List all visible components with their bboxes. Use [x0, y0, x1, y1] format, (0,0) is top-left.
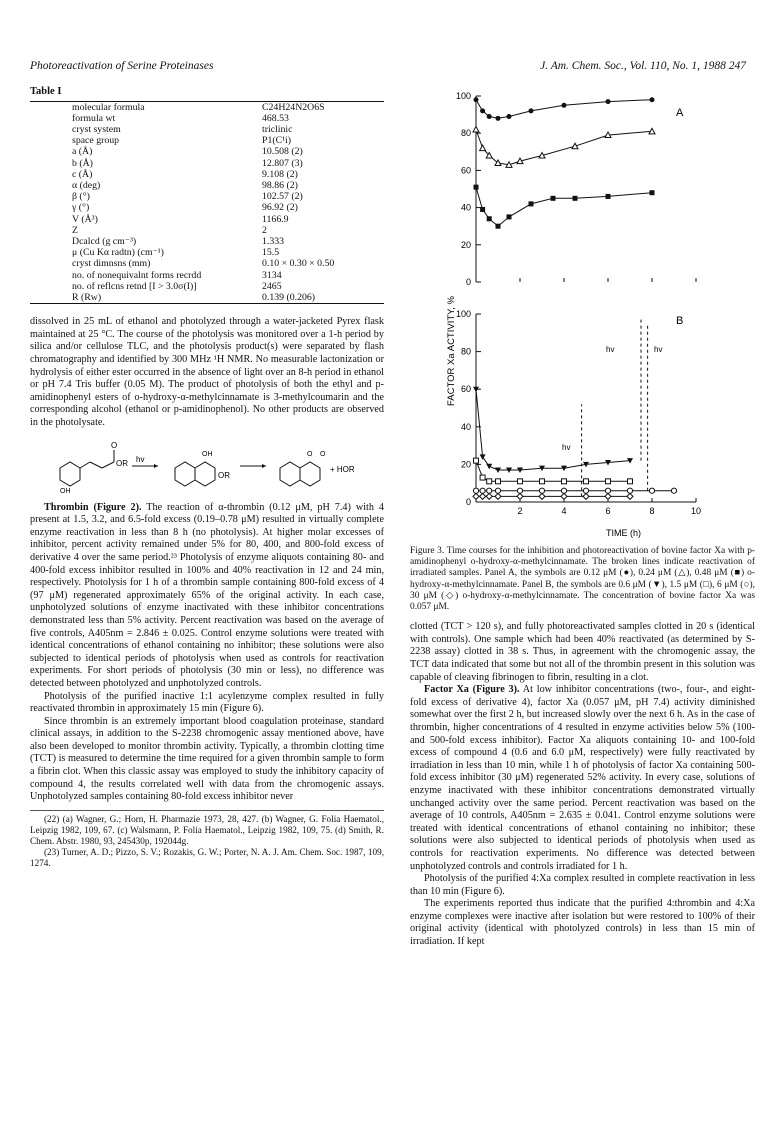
data-point: [507, 114, 512, 119]
table-cell-value: 3134: [262, 269, 282, 281]
data-point: [551, 196, 556, 201]
paragraph-factor-xa: [410, 684, 755, 873]
table-cell-label: Dcalcd (g cm⁻³): [72, 236, 137, 248]
y-axis-label: FACTOR Xa ACTIVITY, %: [446, 296, 457, 406]
table-cell-label: β (°): [72, 191, 90, 203]
factor-xa-heading: Factor Xa (Figure 3).: [424, 684, 520, 696]
data-point: [517, 488, 522, 493]
x-axis-label: TIME (h): [606, 528, 641, 538]
data-point: [495, 488, 500, 493]
table-cell-value: 12.807 (3): [262, 157, 303, 169]
y-tick-label: 60: [460, 384, 471, 395]
data-point: [487, 479, 492, 484]
y-tick-label: 80: [460, 128, 471, 139]
table-cell-value: C24H24N2O6S: [262, 101, 325, 113]
paragraph-clotting: Since thrombin is an extremely important blood coagulation proteinase, standard clinical assays, in addition to the S-2238 chromogenic assay mentioned above, have also been developed to monitor thrombin activity. Typically, a thrombin clotting time (TCT) is measured to determine the time required for a given thrombin sample to form a fibrin clot. When this classic assay was employed to study the inhibitory capacity of compound 4, the results correlated well with data from the chromogenic assays. Unphotolyzed samples containing 80-fold excess inhibitor never: [30, 715, 384, 803]
table-row: [30, 169, 384, 180]
table-cell-value: 9.108 (2): [262, 168, 298, 180]
reaction-scheme-drawing: [30, 438, 384, 496]
data-point: [539, 488, 544, 493]
data-point: [584, 479, 589, 484]
table-cell-value: 15.5: [262, 247, 280, 259]
data-point: [573, 196, 578, 201]
table-row: [30, 247, 384, 258]
y-tick-label: 80: [460, 346, 471, 357]
y-tick-label: 100: [455, 91, 471, 101]
paragraph-complex-reactivation: Photolysis of the purified 4:Xa complex resulted in complete reactivation in less than 10 min (Figure 6).: [410, 873, 755, 897]
data-point: [474, 97, 479, 102]
table-cell-label: no. of reflcns retnd [I > 3.0σ(I)]: [72, 280, 197, 292]
data-point: [473, 493, 479, 499]
data-point: [473, 126, 479, 132]
x-tick-label: 2: [517, 506, 523, 516]
factor-xa-text: At low inhibitor concentrations (two-, four-, and eight-fold excess of derivative 4), factor Xa (0.057 μM, pH 7.4) activity diminished somewhat over the first 2 h, but increased slowly over the next 6 h. As in the case of thrombin, higher concentrations of 4 resulted in enzyme activities below 5% (100- and 500-fold excess inhibitor). Factor Xa aliquots containing 10- and 100-fold excess of compound 4 (0.6 and 6.0 μM, respectively) were fully reactivated by irradiation in less than 10 min, while 1 h of photolysis of factor Xa containing 500-fold excess inhibitor (30 μM) regenerated 52% activity. In every case, solutions of enzyme inactivated with these inhibitor concentrations demonstrated virtually unchanged activity over the same period. Percent reactivation was based on the average of 10 controls, A405nm = 2.635 ± 0.041. Control enzyme solutions were treated with identical concentrations of ethanol containing no inhibitor; these solutions were also subjected to identical periods of photolysis when used as controls for reactivation experiments. No difference was detected between unphotolyzed controls and controls irradiated for 1 h.: [410, 684, 755, 872]
data-point: [517, 493, 523, 499]
hv-label-2: hv: [654, 345, 663, 354]
table-row: [30, 292, 384, 304]
table-row: [30, 202, 384, 213]
x-tick-label: 10: [690, 506, 702, 516]
data-point: [474, 185, 479, 190]
table-cell-label: a (Å): [72, 146, 93, 158]
data-point: [480, 488, 485, 493]
table-cell-label: formula wt: [72, 112, 116, 124]
y-tick-label: 20: [460, 459, 471, 470]
table-cell-value: 1.333: [262, 236, 285, 248]
table-row: [30, 214, 384, 225]
scheme-or-label: OR: [116, 458, 128, 468]
data-point: [495, 493, 501, 499]
footnotes: [30, 810, 384, 869]
table-cell-value: 96.92 (2): [262, 202, 298, 214]
y-tick-label: 20: [460, 239, 471, 250]
y-tick-label: 40: [460, 202, 471, 213]
reference-22: (22) (a) Wagner, G.; Horn, H. Pharmazie 1973, 28, 427. (b) Wagner, G. Folia Haematol., Leipzig 1982, 109, 67. (c) Walsmann, P. Folia Haematol., Leipzig 1982, 109, 75. (d) Smith, R. Chem. Abstr. 1980, 93, 245430p, 192044g.: [30, 813, 384, 846]
series-line: [476, 130, 652, 165]
table-row: [30, 180, 384, 191]
paragraph-acylenzyme: Photolysis of the purified inactive 1:1 acylenzyme complex resulted in fully reactivated thrombin in approximately 15 min (Figure 6).: [30, 690, 384, 715]
table-cell-value: 0.10 × 0.30 × 0.50: [262, 258, 335, 270]
table-row: [30, 101, 384, 113]
series-line: [476, 389, 630, 470]
data-point: [606, 194, 611, 199]
data-point: [540, 479, 545, 484]
table-cell-value: 10.508 (2): [262, 146, 303, 158]
data-point: [480, 493, 486, 499]
table-cell-label: c (Å): [72, 168, 93, 180]
svg-text:O: O: [320, 450, 326, 458]
data-point: [561, 493, 567, 499]
table-row: [30, 158, 384, 169]
data-point: [649, 488, 654, 493]
reference-23: (23) Turner, A. D.; Pizzo, S. V.; Rozakis, G. W.; Porter, N. A. J. Am. Chem. Soc. 1987, 109, 1274.: [30, 846, 384, 868]
data-point: [671, 488, 676, 493]
table-cell-value: 0.139 (0.206): [262, 292, 316, 304]
table-row: [30, 270, 384, 281]
svg-text:OH: OH: [202, 450, 213, 458]
data-point: [487, 488, 492, 493]
table-cell-value: 2465: [262, 280, 282, 292]
y-tick-label: 100: [455, 309, 471, 319]
scheme-hv-label: hv: [136, 454, 145, 464]
paragraph-clot-results: clotted (TCT > 120 s), and fully photoreactivated samples clotted in 20 s (identical with controls). One sample which had been 40% reactivated (as determined by S-2238 assay) clotted in 38 s. Thus, in agreement with the chromogenic assay, the TCT data indicated that some but not all of the thrombin present in this solution was capable of cleaving fibrinogen to fibrin, resulting in a clot.: [410, 621, 755, 683]
table-cell-value: 98.86 (2): [262, 180, 298, 192]
table-cell-label: α (deg): [72, 180, 101, 192]
left-column: [30, 86, 384, 869]
data-point: [474, 458, 479, 463]
data-point: [496, 116, 501, 121]
table-cell-value: P1(C¹i): [262, 135, 292, 147]
data-point: [487, 216, 492, 221]
data-point: [650, 97, 655, 102]
hv-label-1: hv: [606, 345, 615, 354]
table-cell-value: 1166.9: [262, 213, 289, 225]
y-tick-label: 40: [460, 421, 471, 432]
scheme-or2-label: OR: [218, 470, 230, 480]
figure-3: [410, 86, 755, 546]
panel-a-label: A: [676, 107, 684, 119]
right-column: [410, 86, 755, 949]
panel-b-label: B: [676, 315, 684, 327]
data-point: [496, 224, 501, 229]
crystal-data-table: [30, 101, 384, 305]
data-point: [539, 493, 545, 499]
data-point: [605, 488, 610, 493]
thrombin-text: The reaction of α-thrombin (0.12 μM, pH 7.4) with 4 present at 1.5, 3.2, and 6.5-fold excess (0.19–0.78 μM) resulted in virtually complete enzyme reactivation in less than 8 h (no photolysis). At higher molar excesses of inhibitor, percent activity remained under 5% for 80, 400, and 800-fold excess of derivative 4 over the same period.²³ Photolysis of enzyme aliquots containing 80- and 400-fold excess inhibitor resulted in 100% and 40% reactivation in 12 and 24 min, respectively. Photolysis for 1 h of a thrombin sample containing 800-fold excess of 4 (97 μM) regenerated approximately 65% of the original activity. In each case, unphotolyzed solutions of enzyme inactivated with these inhibitor concentrations demonstrated less than 5% activity. Percent reactivation was based on the average of five controls, A405nm = 2.846 ± 0.025. Control enzyme solutions were treated with identical concentrations of ethanol containing no inhibitor; these solutions were also subjected to identical periods of photolysis when used as controls for reactivation experiments. For short periods of photolysis (30 min or less), no difference was detected between photolyzed and unphotolyzed controls.: [30, 501, 384, 689]
factor-xa-chart: [410, 86, 755, 546]
table-row: [30, 135, 384, 146]
data-point: [606, 99, 611, 104]
data-point: [583, 493, 589, 499]
series-line: [476, 187, 652, 226]
data-point: [486, 464, 492, 470]
table-cell-label: μ (Cu Kα radtn) (cm⁻¹): [72, 247, 164, 259]
data-point: [486, 493, 492, 499]
table-cell-value: 102.57 (2): [262, 191, 303, 203]
table-cell-label: V (Å³): [72, 213, 98, 225]
svg-text:O: O: [307, 450, 313, 458]
svg-text:O: O: [111, 440, 118, 450]
table-title: Table I: [30, 86, 62, 97]
data-point: [480, 145, 486, 151]
y-tick-label: 0: [465, 497, 471, 507]
data-point: [627, 493, 633, 499]
table-cell-value: 2: [262, 224, 267, 236]
data-point: [606, 479, 611, 484]
figure-caption: Figure 3. Time courses for the inhibition and photoreactivation of bovine factor Xa with p-amidinophenyl o-hydroxy-α-methylcinnamate. The broken lines indicate reactivation of irradiated samples. Panel A, the symbols are 0.12 μM (●), 0.24 μM (△), 0.48 μM (■) o-hydroxy-α-methylcinnamate. Panel B, the symbols are 0.6 μM (▼), 1.5 μM (□), 6 μM (○), 30 μM (◇) o-hydroxy-α-methylcinnamate. The concentration of bovine factor Xa was 0.057 μM.: [410, 546, 755, 613]
table-cell-label: cryst dimnsns (mm): [72, 258, 151, 270]
data-point: [496, 479, 501, 484]
series-line: [476, 100, 652, 119]
table-cell-label: cryst system: [72, 124, 121, 135]
data-point: [480, 475, 485, 480]
data-point: [529, 201, 534, 206]
data-point: [562, 103, 567, 108]
data-point: [480, 108, 485, 113]
x-tick-label: 6: [605, 506, 611, 516]
hv-label-3: hv: [562, 443, 571, 452]
table-cell-value: triclinic: [262, 124, 293, 135]
reaction-scheme: [30, 438, 384, 496]
table-row: [30, 113, 384, 124]
table-row: [30, 236, 384, 247]
y-tick-label: 0: [465, 277, 471, 287]
data-point: [562, 479, 567, 484]
table-cell-label: space group: [72, 135, 120, 147]
data-point: [627, 488, 632, 493]
data-point: [518, 479, 523, 484]
paragraph-thrombin: [30, 502, 384, 691]
table-row: [30, 146, 384, 157]
data-point: [487, 114, 492, 119]
table-cell-label: no. of nonequivalnt forms recrdd: [72, 269, 202, 281]
table-row: [30, 225, 384, 236]
paragraph-conclusion: The experiments reported thus indicate that the purified 4:thrombin and 4:Xa enzyme complexes were inactive after isolation but were restored to 100% of their original activity (identical with photolyzed controls) in less than 15 min of irradiation. If kept: [410, 898, 755, 948]
table-cell-label: R (Rw): [72, 292, 102, 304]
table-row: [30, 281, 384, 292]
data-point: [628, 479, 633, 484]
table-row: [30, 191, 384, 202]
table-cell-label: Z: [72, 224, 78, 236]
y-tick-label: 60: [460, 165, 471, 176]
running-header-title: Photoreactivation of Serine Proteinases: [30, 60, 214, 72]
data-point: [473, 488, 478, 493]
data-point: [480, 207, 485, 212]
scheme-oh-label: OH: [60, 487, 71, 495]
data-point: [605, 493, 611, 499]
data-point: [650, 190, 655, 195]
table-cell-label: molecular formula: [72, 101, 145, 113]
table-cell-value: 468.53: [262, 112, 289, 124]
table-row: [30, 124, 384, 135]
scheme-hor-label: + HOR: [330, 464, 355, 474]
table-cell-label: γ (°): [72, 202, 90, 214]
data-point: [561, 488, 566, 493]
x-tick-label: 4: [561, 506, 567, 516]
x-tick-label: 8: [649, 506, 655, 516]
data-point: [583, 488, 588, 493]
data-point: [529, 108, 534, 113]
table-cell-label: b (Å): [72, 157, 93, 169]
running-header-citation: J. Am. Chem. Soc., Vol. 110, No. 1, 1988 247: [540, 60, 746, 72]
data-point: [507, 214, 512, 219]
thrombin-heading: Thrombin (Figure 2).: [44, 501, 142, 513]
table-row: [30, 258, 384, 269]
paragraph-photolysis: dissolved in 25 mL of ethanol and photolyzed through a water-jacketed Pyrex flask maintained at 25 °C. The course of the photolysis was monitored over a 1-h period by silica and/or cellulose TLC, and the photolysis product(s) were separated by flash chromatography and identified by 300 MHz ¹H NMR. No measurable lactonization or hydrolysis of either ester occurred in the absence of light over an 8-h period in ethanol or pH 7.4 Tris buffer (0.05 M). The product of photolysis of both the ethyl and p-amidinophenyl esters of o-hydroxy-α-methylcinnamate is 3-methylcoumarin and the corresponding alcohol (ethanol or p-amidinophenol). No other products are observed in the photolysate.: [30, 316, 384, 428]
